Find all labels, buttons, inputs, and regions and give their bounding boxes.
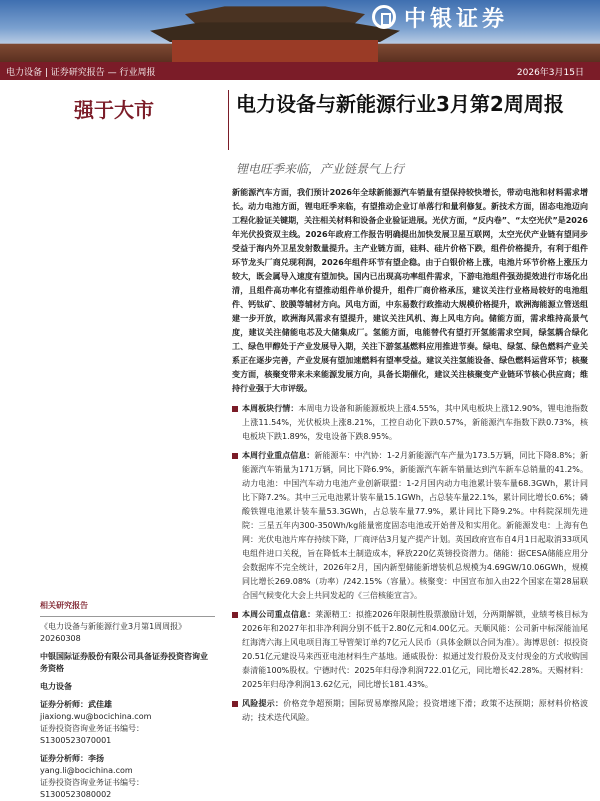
bullet-item: [232, 449, 588, 603]
brand-logo: [372, 0, 582, 34]
report-subtitle: 锂电旺季来临，产业链景气上行: [236, 162, 405, 176]
square-bullet-icon: [232, 406, 238, 412]
analyst-cert: 证券投资咨询业务证书编号：S1300523080002: [40, 778, 144, 799]
report-category: 电力设备 | 证券研究报告 — 行业周报: [6, 68, 156, 78]
related-report-link[interactable]: 《电力设备与新能源行业3月第1周周报》20260308: [40, 622, 187, 643]
analyst-email[interactable]: jiaxiong.wu@bocichina.com: [40, 712, 152, 721]
analyst-name: 证券分析师：武佳雄: [40, 700, 112, 709]
square-bullet-icon: [232, 453, 238, 459]
rating-label: 强于大市: [74, 98, 154, 122]
bank-logo-icon: [372, 5, 396, 29]
report-body: [232, 186, 588, 730]
header-bar: [0, 62, 600, 80]
bullet-text: 本周电力设备和新能源板块上涨4.55%，其中风电板块上涨12.90%，锂电池指数上涨11.54%，光伏板块上涨8.21%，工控自动化下跌0.57%，新能源汽车指数下跌0.73%，核电板块下跌1.89%，发电设备下跌8.95%。: [242, 404, 589, 441]
bullet-lead: 本周行业重点信息：: [242, 451, 315, 460]
bullet-item: [232, 608, 588, 692]
institution-text: 中银国际证券股份有限公司具备证券投资咨询业务资格: [40, 652, 208, 673]
bullet-item: [232, 402, 588, 444]
square-bullet-icon: [232, 701, 238, 707]
sidebar-divider: [40, 616, 215, 617]
bullet-lead: 风险提示：: [242, 699, 284, 708]
report-date: 2026年3月15日: [516, 68, 584, 78]
sidebar: [40, 600, 215, 801]
bullet-text: 莱源精工：拟推2026年限制性股票激励计划，分两期解锁，业绩考核目标为2026年和2027年扣非净利润分别不低于2.80亿元和4.00亿元。天顺风能：公司新中标深能汕尾红海湾六海上风电项目海工导管架订单约7亿元人民币（具体金额以合同为准）。海博思创：拟投资20.51亿元建设马来西亚电池材料生产基地。通威股份：拟通过发行股份及支付现金的方式收购国泰清能100%股权。宁德时代：2025年归母净利润722.01亿元，同比增长42.28%。天赐材料：2025年归母净利润13.62亿元，同比增长181.43%。: [242, 610, 589, 689]
title-divider: [228, 90, 229, 150]
related-reports-heading: 相关研究报告: [40, 601, 88, 610]
key-points-list: [232, 402, 588, 725]
bullet-text: 价格竞争超预期；国际贸易摩擦风险；投资增速下滑；政策不达预期；原材料价格波动；技术迭代风险。: [242, 699, 589, 722]
brand-name: 中银证券: [404, 6, 509, 32]
palace-roof-upper: [185, 2, 365, 24]
intro-paragraph: 新能源汽车方面，我们预计2026年全球新能源汽车销量有望保持较快增长，带动电池和材料需求增长。动力电池方面，锂电旺季来临，有望推动企业订单落行和量利修复。新技术方面，固态电池迈向工程化验证关键期，关注相关材料和设备企业验证进展。光伏方面，“反内卷”、“太空光伏”是2026年光伏投资双主线。2026年政府工作报告明确提出加快发展卫星互联网，太空光伏产业链有望同步受益于海内外卫星发射数量提升。主产业链方面，硅料、硅片价格下跌，组件价格提升，有利于组件环节龙头厂商兑现利润，2026年组件环节有望企稳。由于白银价格上涨，电池片环节价格上涨压力较大，既会属导入速度有望加快。国内已出现高功率组件需求，下游电池组件强劲提效进行市场化出清，且组件高功率化有望推动组件单价提升，组件厂商价格承压，建议关注行业格局较好的电池组件、钙钛矿、胶膜等辅材方向。风电方面，中东易数行政推动大规模价格提升，欧洲海能源立管送组建一步开放，欧洲海风需求有望提升，建议关注风机、海上风电方向。储能方面，需求维持高景气度，建议关注储能电芯及大储集成厂。氢能方面，电能替代有望打开氢能需求空间，绿氢耦合绿化工、绿色甲醇处于产业发展导入期，关注下游氢基燃料应用推进节奏。绿电、绿氢、绿色燃料产业关系正在逐步完善，产业发展有望加速燃料有望率受益。建议关注氢能设备、绿色燃料运营环节；核聚变方面，核聚变带来未来能源发展方向，具备长期催化，建议关注核聚变产业链环节核心供应商；维持行业强于大市评级。: [232, 188, 588, 393]
bullet-lead: 本周公司重点信息：: [242, 610, 316, 619]
header-banner-image: [0, 0, 600, 62]
bullet-text: 新能源车：中汽协：1-2月新能源汽车产量为173.5万辆，同比下降8.8%；新能源汽车销量为171万辆，同比下降6.9%，新能源汽车新车销量达到汽车新车总销量的41.2%。动力电池：中国汽车动力电池产业创新联盟：1-2月国内动力电池累计装车量68.3GWh，累计同比下降7.2%。其中三元电池累计装车量15.1GWh，占总装车量22.1%，累计同比增长0.6%；磷酸铁锂电池累计装车量53.3GWh，占总装车量77.9%，累计同比下降9.2%。中科院深圳先进院：三星五年内300-350Wh/kg能量密度固态电池或开始普及和实用化。新能源发电：上海有色网：光伏电池片库存持续下降，厂商评估3月复产提产计划。英国政府宣布自4月1日起取消33项风电组件进口关税，旨在降低本土制造成本，释放220亿英镑投资潜力。储能：据CESA储能应用分会数据库不完全统计，2026年2月，国内新型储能新增装机总规模为4.69GW/10.06GWh，规模同比增长269.08%（功率）/242.15%（容量）。核聚变：中国宣布加入由22个国家在第28届联合国气候变化大会上共同发起的《三倍核能宣言》。: [242, 451, 589, 600]
bullet-lead: 本周板块行情：: [242, 404, 299, 413]
sector-label: 电力设备: [40, 682, 72, 691]
palace-hall: [172, 40, 378, 62]
analyst-email[interactable]: yang.li@bocichina.com: [40, 766, 133, 775]
bullet-item: [232, 697, 588, 725]
square-bullet-icon: [232, 612, 238, 618]
analyst-cert: 证券投资咨询业务证书编号：S1300523070001: [40, 724, 144, 745]
report-title: 电力设备与新能源行业3月第2周周报: [236, 92, 564, 116]
analyst-name: 证券分析师：李扬: [40, 754, 104, 763]
